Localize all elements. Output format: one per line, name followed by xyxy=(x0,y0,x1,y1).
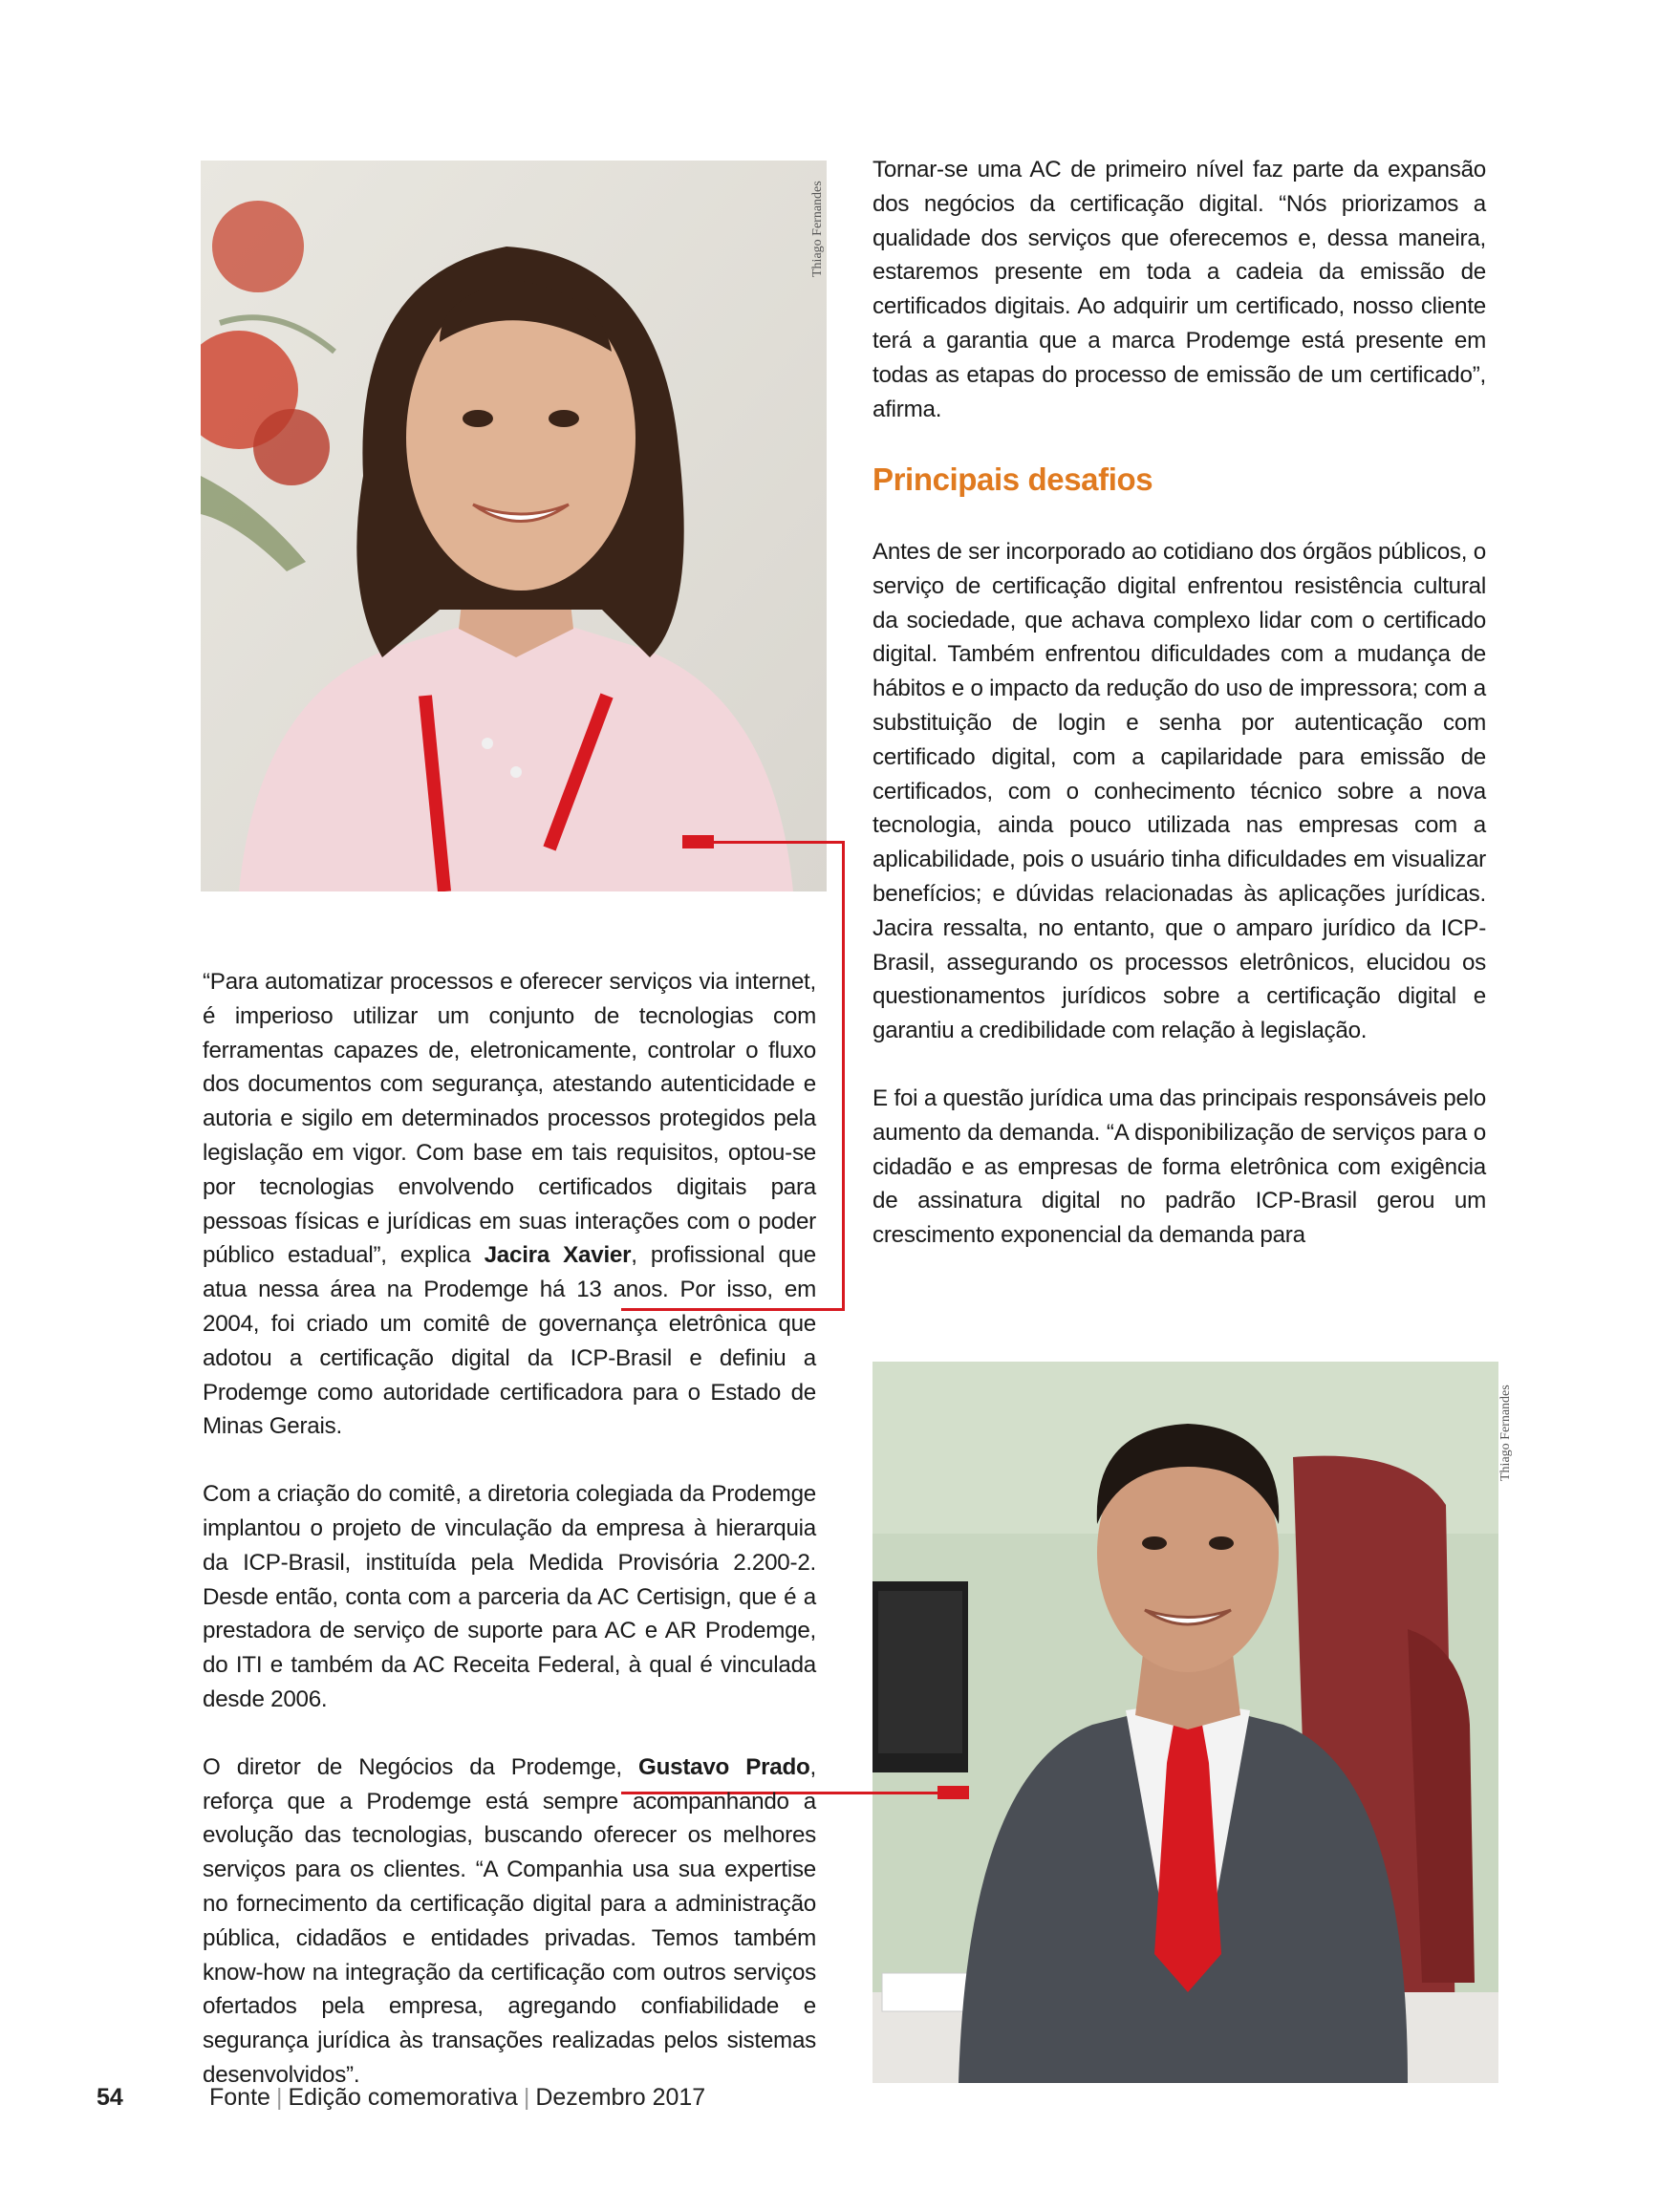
footer-separator-1: | xyxy=(275,2084,283,2111)
footer-date: Dezembro 2017 xyxy=(535,2084,706,2111)
right-column-top xyxy=(873,153,1486,426)
left-paragraph-1: “Para automatizar processos e oferecer serviços via internet, é imperioso utilizar um conjunto de tecnologias com ferramentas capazes de, eletronicamente, controlar o fluxo dos documentos com segurança, atestando autenticidade e autoria e sigilo em determinados processos protegidos pela legislação em vigor. Com base em tais requisitos, optou-se por tecnologias envolvendo certificados digitais para pessoas físicas e jurídicas em suas interações com o poder público estadual”, explica Jacira Xavier, profissional que atua nessa área na Prodemge há 13 anos. Por isso, em 2004, foi criado um comitê de governança eletrônica que adotou a certificação digital da ICP-Brasil e definiu a Prodemge como autoridade certificadora para o Estado de Minas Gerais. xyxy=(203,969,816,1440)
section-heading: Principais desafios xyxy=(873,462,1153,497)
left-paragraph-3: O diretor de Negócios da Prodemge, Gustavo Prado, reforça que a Prodemge está sempre acompanhando a evolução das tecnologias, buscando oferecer os melhores serviços para os clientes. “A Companhia usa sua expertise no fornecimento da certificação digital para a administração pública, cidadãos e entidades privadas. Temos também know-how na integração da certificação com outros serviços ofertados pela empresa, agregando confiabilidade e segurança jurídica às transações realizadas pelos sistemas desenvolvidos”. xyxy=(203,1753,816,2088)
connector-line-top-v xyxy=(842,841,845,1311)
connector-line-top-h xyxy=(714,841,845,844)
photo-credit-bottom: Thiago Fernandes xyxy=(1498,1385,1513,1481)
right-paragraph-3: E foi a questão jurídica uma das principais responsáveis pelo aumento da demanda. “A disponibilização de serviços para o cidadão e as empresas de forma eletrônica com exigência de assinatura digital no padrão ICP-Brasil gerou um crescimento exponencial da demanda para xyxy=(873,1085,1486,1249)
right-paragraph-2: Antes de ser incorporado ao cotidiano dos órgãos públicos, o serviço de certificação digital enfrentou resistência cultural da sociedade, que achava complexo lidar com o certificado digital. Também enfrentou dificuldades com a mudança de hábitos e o impacto da redução do uso de impressora; com a substituição de login e senha por autenticação com certificado digital, com a capilaridade para emissão de certificados, com o conhecimento técnico sobre a nova tecnologia, ainda pouco utilizada nas empresas com a aplicabilidade, pois o usuário tinha dificuldades em visualizar benefícios; e dúvidas relacionadas às aplicações jurídicas. Jacira ressalta, no entanto, que o amparo jurídico da ICP-Brasil, assegurando os processos eletrônicos, elucidou os questionamentos jurídicos sobre a certificação digital e garantiu a credibilidade com relação à legislação. xyxy=(873,539,1486,1044)
left-paragraph-2: Com a criação do comitê, a diretoria colegiada da Prodemge implantou o projeto de vinculação da empresa à hierarquia da ICP-Brasil, instituída pela Medida Provisória 2.200-2. Desde então, conta com a parceria da AC Certisign, que é a prestadora de serviço de suporte para AC e AR Prodemge, do ITI e também da AC Receita Federal, à qual é vinculada desde 2006. xyxy=(203,1481,816,1712)
name-gustavo-prado: Gustavo Prado xyxy=(638,1753,810,1780)
left-column xyxy=(203,965,816,2093)
footer-separator-2: | xyxy=(523,2084,530,2111)
footer-publication-line xyxy=(209,2084,705,2112)
footer-edition: Edição comemorativa xyxy=(288,2084,518,2111)
page-number: 54 xyxy=(97,2084,123,2111)
photo-gustavo-prado xyxy=(873,1362,1498,2083)
connector-marker-bottom xyxy=(937,1786,969,1799)
footer-publication: Fonte xyxy=(209,2084,270,2111)
photo-jacira-xavier xyxy=(201,161,827,891)
connector-marker-top xyxy=(682,835,714,848)
right-column-bottom xyxy=(873,535,1486,1253)
photo-credit-top: Thiago Fernandes xyxy=(810,181,825,277)
right-paragraph-1: Tornar-se uma AC de primeiro nível faz parte da expansão dos negócios da certificação digital. “Nós priorizamos a qualidade dos serviços que oferecemos e, dessa maneira, estaremos presente em toda a cadeia da emissão de certificados digitais. Ao adquirir um certificado, nosso cliente terá a garantia que a marca Prodemge está presente em todas as etapas do processo de emissão de um certificado”, afirma. xyxy=(873,157,1486,422)
name-jacira-xavier: Jacira Xavier xyxy=(484,1242,632,1269)
